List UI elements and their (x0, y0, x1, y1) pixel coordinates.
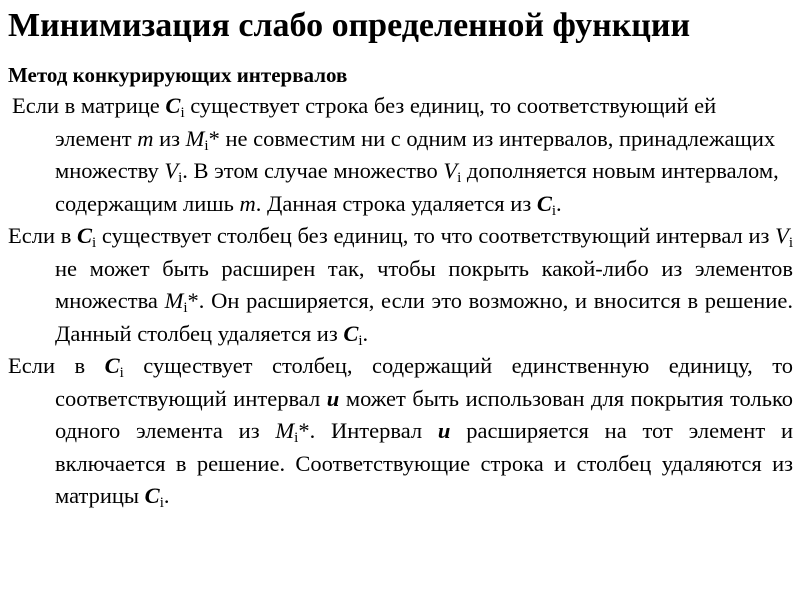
bold-italic-symbol: C (144, 483, 160, 508)
slide-title: Минимизация слабо определенной функции (8, 7, 691, 44)
subscript-text: i (551, 202, 557, 219)
subscript-text: i (92, 235, 97, 251)
subscript-text: i (180, 105, 185, 121)
subscript-text: i (204, 137, 209, 154)
text-run: * не совместим ни с одним из интервалов, принадлежащих множеству (55, 125, 776, 183)
paragraph-single-one-column (8, 350, 793, 513)
italic-symbol: m (239, 190, 256, 216)
text-run: . (362, 320, 369, 346)
italic-symbol: M (164, 288, 184, 313)
text-run: расширяется на тот элемент и включается в решение. Соответствующие строка и столбец удаляются из матрицы (55, 418, 794, 508)
subscript-text: i (358, 332, 363, 349)
bold-italic-symbol: u (437, 418, 451, 443)
text-run: . (556, 190, 562, 216)
text-run: дополняется новым интервалом, содержащим лишь (55, 158, 779, 216)
bold-italic-symbol: u (326, 385, 340, 411)
italic-symbol: M (185, 125, 205, 151)
paragraph-empty-column (8, 220, 793, 350)
text-run: *. Он расширяется, если это возможно, и вносится в решение. Данный столбец удаляется из (55, 288, 794, 346)
bold-italic-symbol: C (77, 223, 93, 248)
italic-symbol: M (275, 418, 295, 443)
slide-content (8, 60, 793, 513)
text-run: *. Интервал (298, 418, 438, 443)
text-run: из (153, 125, 186, 151)
text-run: . (163, 483, 170, 508)
italic-symbol: V (164, 158, 179, 183)
bold-italic-symbol: C (536, 190, 552, 216)
subscript-text: i (183, 300, 188, 316)
text-run: существует столбец без единиц, то что соответствующий интервал из (96, 223, 776, 248)
text-run: не может быть расширен так, чтобы покрыть какой-либо из элементов множества (55, 255, 793, 313)
text-run: Если в матрице (12, 93, 166, 118)
text-run: Если в (8, 353, 105, 378)
subscript-text: i (178, 170, 183, 186)
subscript-text: i (159, 495, 164, 511)
bold-italic-symbol: C (343, 320, 359, 346)
text-run: существует строка без единиц, то соответствующий ей элемент (55, 93, 717, 151)
text-run: . Данная строка удаляется из (255, 190, 537, 216)
section-subtitle: Метод конкурирующих интервалов (8, 63, 348, 87)
text-run: Если в (8, 223, 78, 248)
italic-symbol: m (137, 125, 154, 151)
bold-italic-symbol: C (104, 353, 120, 378)
text-run: существует столбец, содержащий единственную единицу, то соответствующий интервал (55, 353, 794, 411)
subscript-text: i (294, 430, 299, 446)
subscript-text: i (457, 170, 462, 186)
paragraph-empty-row (8, 90, 795, 220)
italic-symbol: V (443, 158, 458, 183)
subscript-text: i (119, 365, 124, 381)
bold-italic-symbol: C (165, 93, 181, 118)
text-run: . В этом случае множество (182, 158, 444, 183)
subscript-text: i (788, 235, 793, 251)
italic-symbol: V (775, 223, 789, 248)
text-run: может быть использован для покрытия только одного элемента из (55, 385, 794, 443)
